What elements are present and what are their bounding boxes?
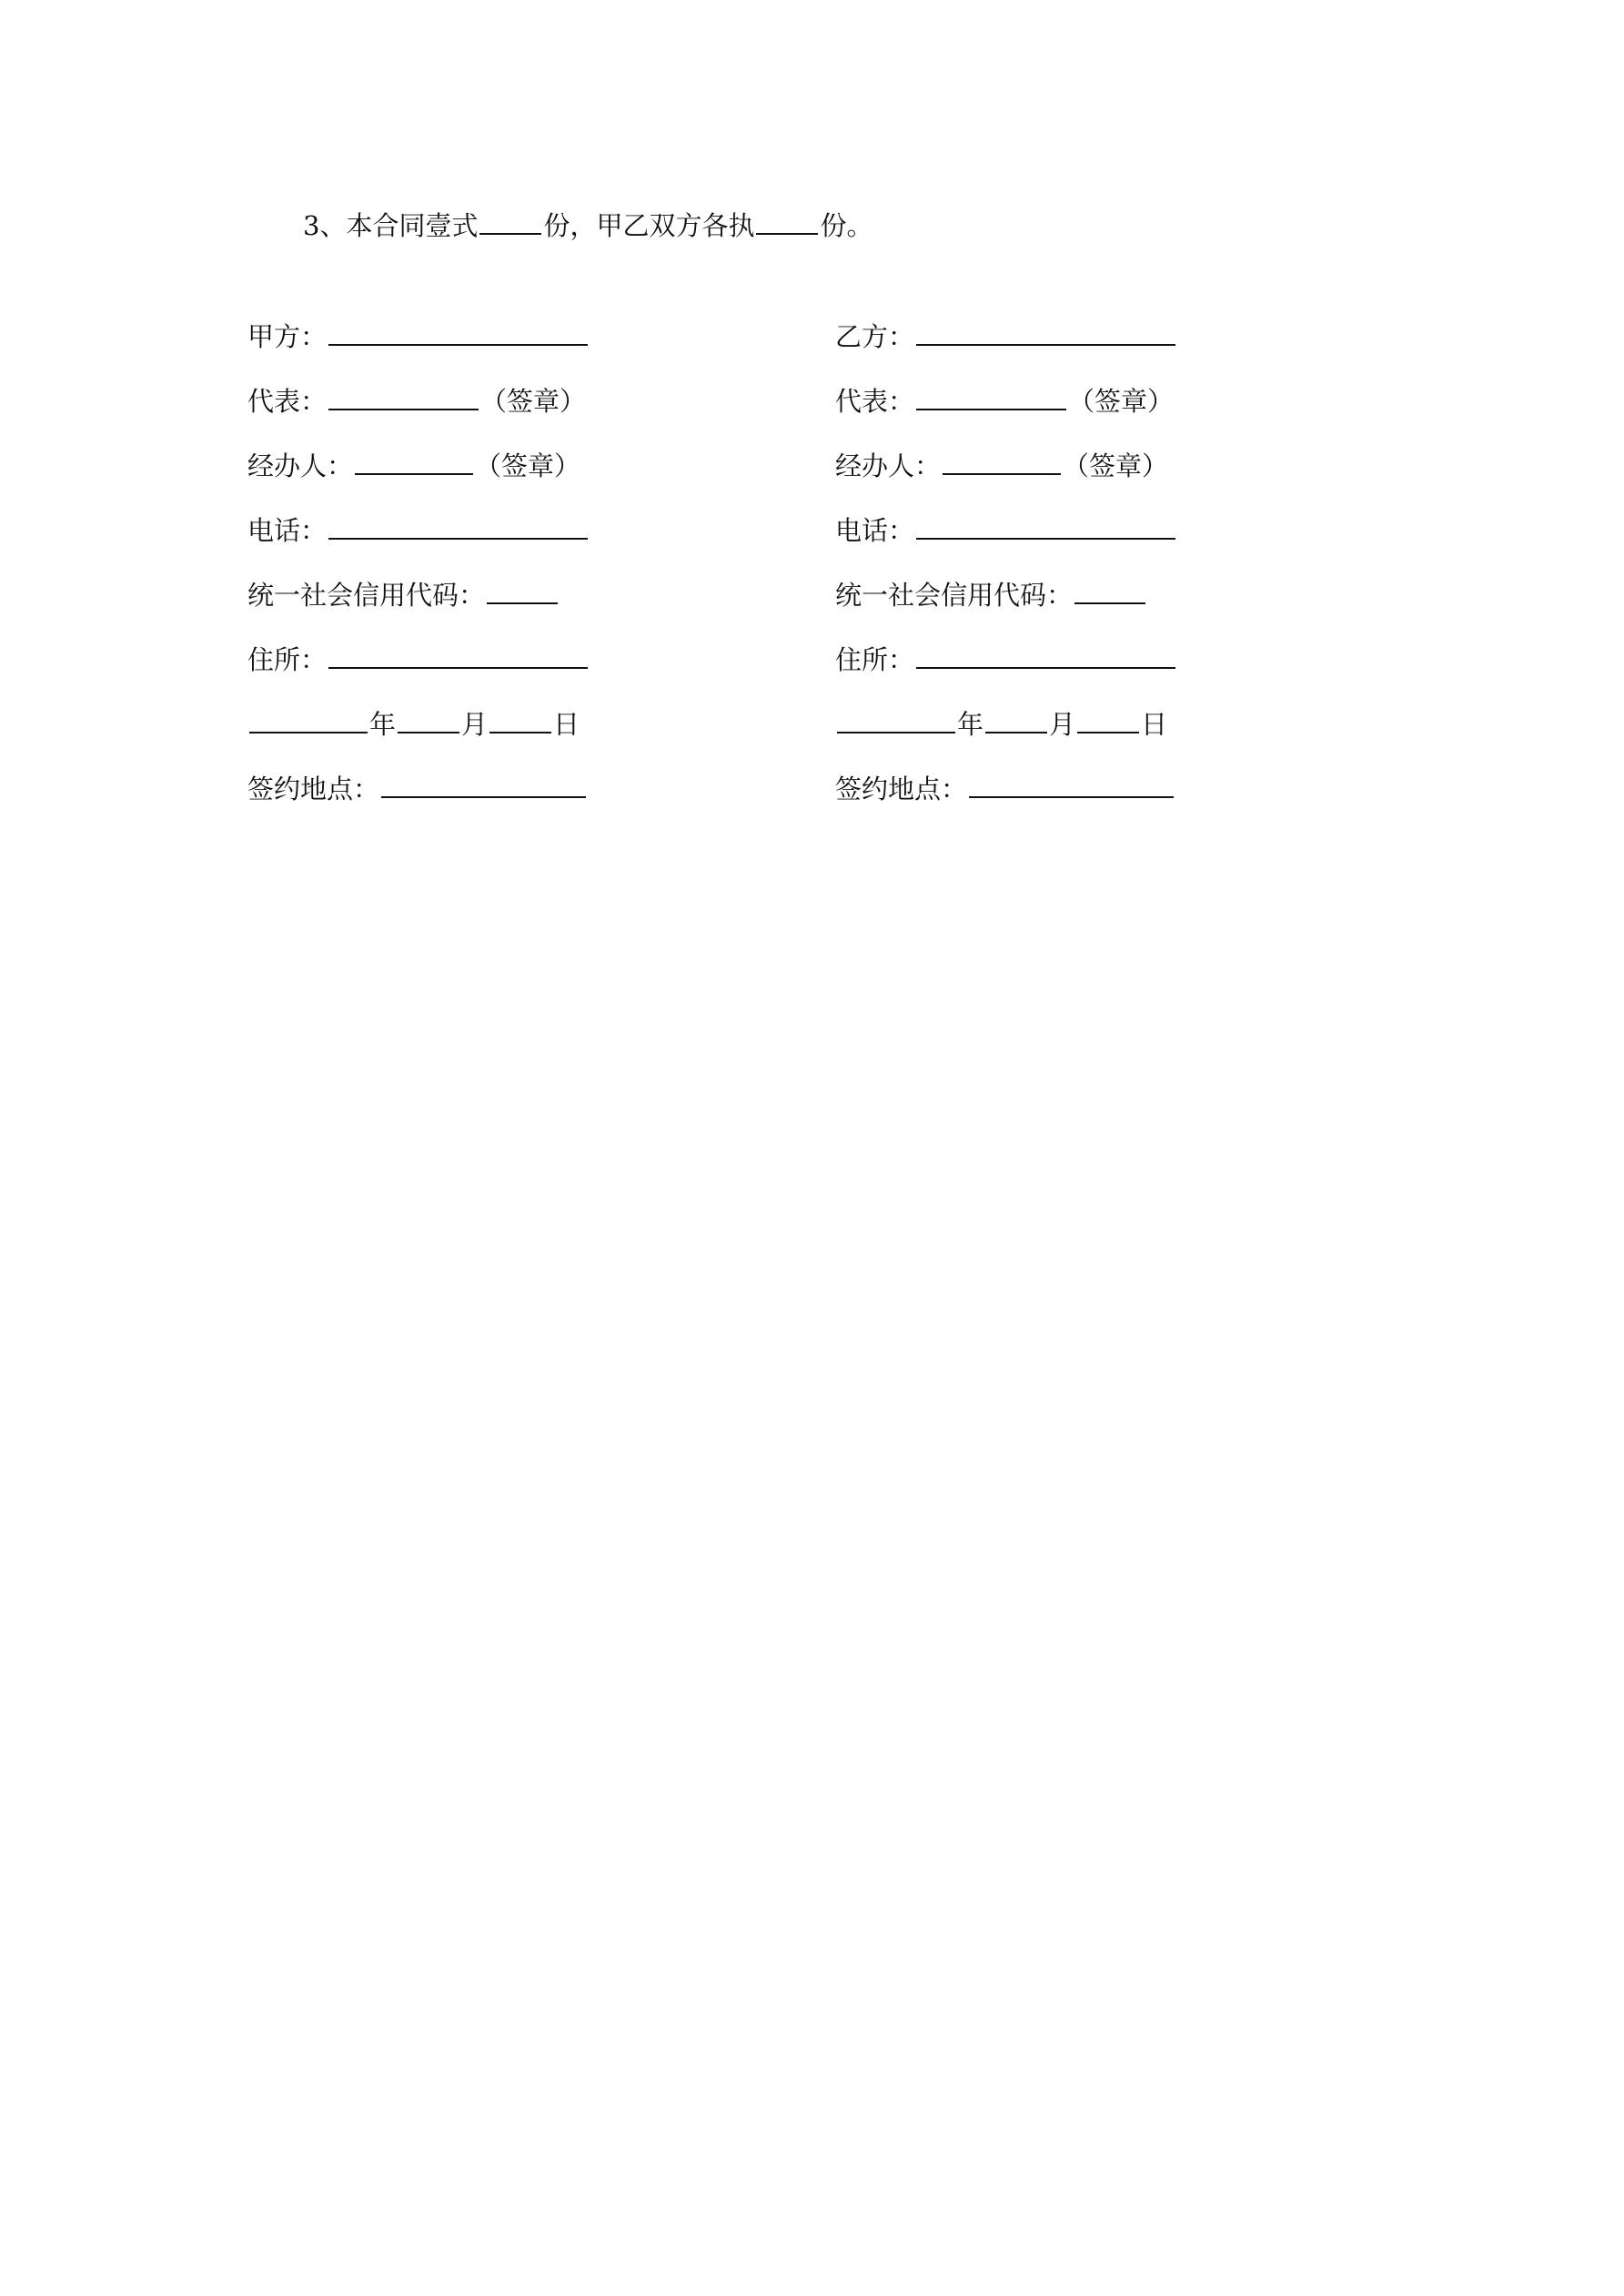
party-b-day-blank[interactable] [1077,708,1139,733]
party-a-agent-line [247,448,580,484]
party-a-credit-line [247,577,560,613]
clause-suffix: 份。 [820,210,873,241]
party-a-phone-line [247,512,590,549]
each-copies-blank[interactable] [756,209,818,235]
party-a-rep-blank[interactable] [328,385,479,410]
party-b-name-blank[interactable] [916,320,1175,346]
party-b-rep-line [835,383,1174,420]
party-b-agent-line [835,448,1168,484]
party-a-year-blank[interactable] [249,708,368,733]
party-b-rep-sign: （签章） [1068,386,1175,417]
party-b-rep-label: 代表： [835,386,915,417]
party-b-name-line [835,319,1177,355]
clause-middle: 份，甲乙双方各执 [543,210,755,241]
party-a-month-blank[interactable] [398,708,459,733]
party-b-phone-line [835,512,1177,549]
party-a-place-blank[interactable] [381,773,586,798]
party-a-name-line [247,319,590,355]
party-a-day-label: 日 [553,709,580,740]
party-b-month-blank[interactable] [985,708,1047,733]
party-b-phone-label: 电话： [835,515,915,546]
party-b-agent-blank[interactable] [943,450,1061,475]
party-a-date-line [247,706,580,743]
party-a-address-blank[interactable] [328,643,588,669]
party-b-year-label: 年 [957,709,984,740]
party-b-phone-blank[interactable] [916,514,1175,540]
party-a-phone-label: 电话： [247,515,328,546]
party-a-rep-sign: （签章） [480,386,587,417]
party-b-address-label: 住所： [835,644,915,675]
party-b-label: 乙方： [835,321,915,352]
party-b-credit-line [835,577,1147,613]
party-b-date-line [835,706,1167,743]
party-a-credit-label: 统一社会信用代码： [247,580,486,611]
party-b-place-blank[interactable] [969,773,1174,798]
party-a-day-blank[interactable] [489,708,551,733]
copies-clause [303,207,873,244]
party-a-address-line [247,642,590,678]
party-a-label: 甲方： [247,321,328,352]
party-a-place-line [247,771,588,807]
party-b-day-label: 日 [1141,709,1168,740]
party-a-agent-sign: （签章） [475,450,581,481]
party-b-agent-sign: （签章） [1063,450,1169,481]
party-b-year-blank[interactable] [837,708,955,733]
party-a-phone-blank[interactable] [328,514,588,540]
party-a-month-label: 月 [461,709,489,740]
party-a-agent-blank[interactable] [355,450,473,475]
party-b-credit-blank[interactable] [1074,579,1145,604]
party-a-rep-label: 代表： [247,386,328,417]
party-b-month-label: 月 [1049,709,1076,740]
party-a-agent-label: 经办人： [247,450,354,481]
party-b-rep-blank[interactable] [916,385,1066,410]
party-a-place-label: 签约地点： [247,774,380,804]
party-b-address-blank[interactable] [916,643,1175,669]
party-a-address-label: 住所： [247,644,328,675]
party-b-address-line [835,642,1177,678]
clause-prefix: 3、本合同壹式 [303,210,479,241]
party-a-year-label: 年 [369,709,397,740]
total-copies-blank[interactable] [479,209,541,235]
party-a-credit-blank[interactable] [487,579,558,604]
party-b-agent-label: 经办人： [835,450,942,481]
party-a-rep-line [247,383,586,420]
party-b-place-label: 签约地点： [835,774,968,804]
party-b-credit-label: 统一社会信用代码： [835,580,1074,611]
party-b-place-line [835,771,1175,807]
party-a-name-blank[interactable] [328,320,588,346]
